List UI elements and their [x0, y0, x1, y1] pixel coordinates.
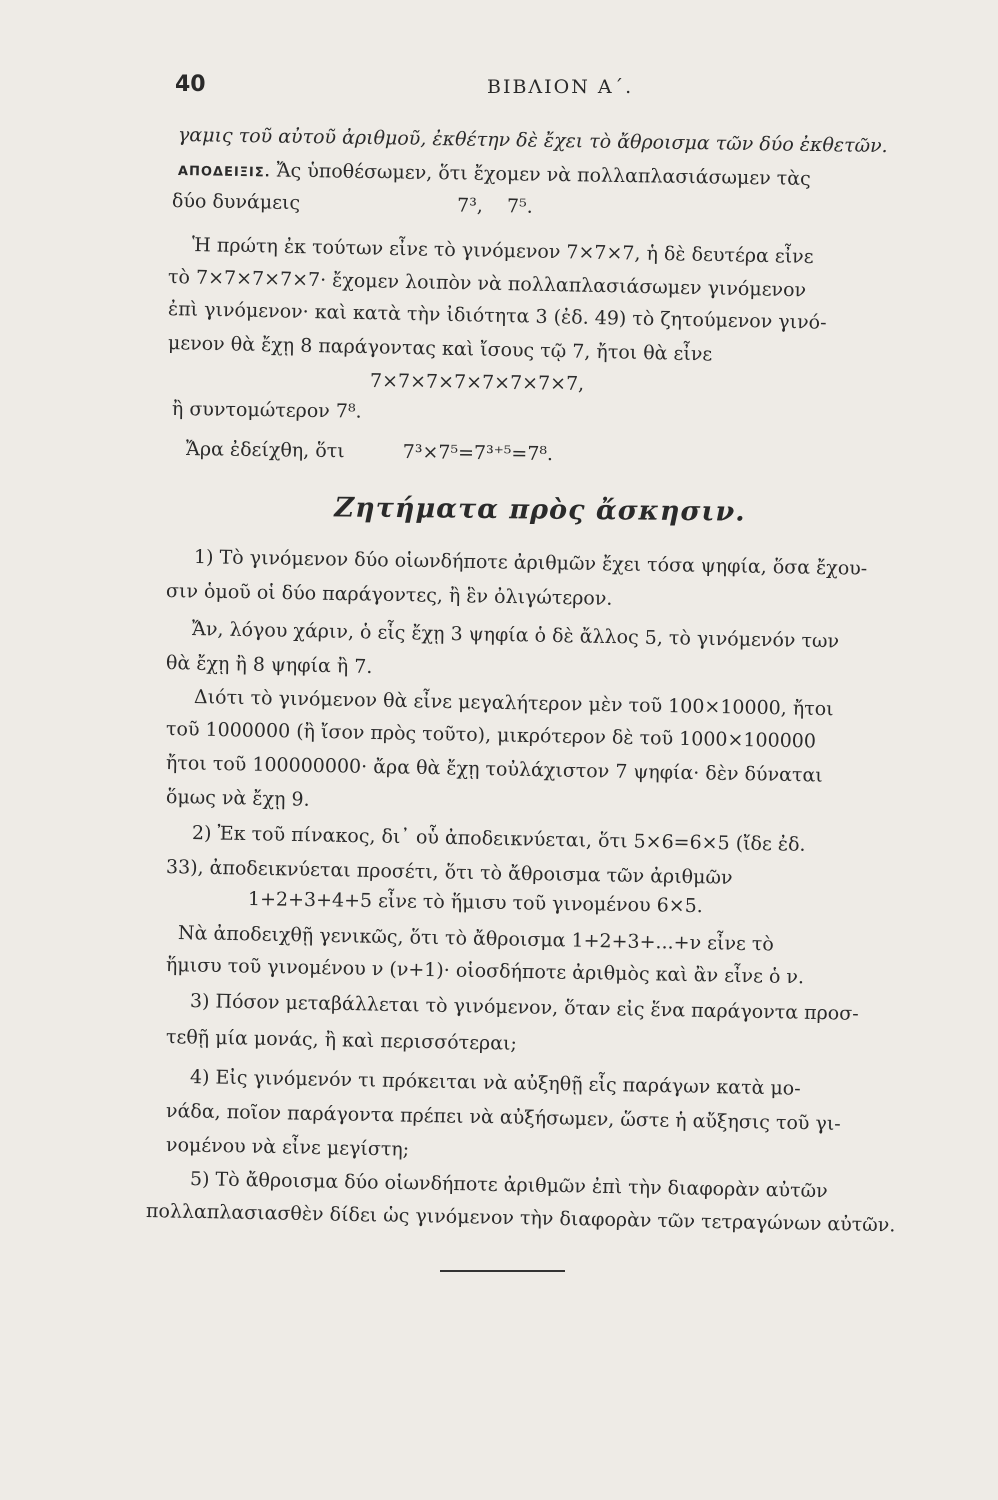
text-line: ἢ συντομώτερον 7⁸. [171, 398, 362, 423]
exercise-4-text: 4) Εἰς γινόμενόν τι πρόκειται νὰ αὐξηθῇ εἷς παράγων κατὰ μο- [189, 1066, 801, 1100]
exercise-3-text: 3) Πόσον μεταβάλλεται τὸ γινόμενον, ὅταν εἰς ἕνα παράγοντα προσ- [189, 990, 859, 1025]
text-line: Νὰ ἀποδειχθῇ γενικῶς, ὅτι τὸ ἄθροισμα 1+2+3+...+ν εἶνε τὸ [177, 922, 775, 956]
text-line: θὰ ἔχῃ ἢ 8 ψηφία ἢ 7. [165, 652, 373, 678]
exercise-5-text: 5) Τὸ ἄθροισμα δύο οἱωνδήποτε ἀριθμῶν ἐπὶ τὴν διαφορὰν αὐτῶν [189, 1168, 828, 1203]
running-title: ΒΙΒΛΙΟΝ Α΄. [487, 76, 634, 98]
text-line: τοῦ 1000000 (ἢ ἴσον πρὸς τοῦτο), μικρότερον δὲ τοῦ 1000×100000 [165, 718, 817, 753]
exercise-1-text: 1) Τὸ γινόμενον δύο οἱωνδήποτε ἀριθμῶν ἔχει τόσα ψηφία, ὅσα ἔχου- [193, 546, 868, 580]
proof-text: Ἄς ὑποθέσωμεν, ὅτι ἔχομεν νὰ πολλαπλασιάσωμεν τὰς [276, 159, 811, 190]
section-heading: Ζητήματα πρὸς ἄσκησιν. [334, 492, 746, 528]
conclusion-text: Ἄρα ἐδείχθη, ὅτι [185, 438, 345, 463]
text-line: πολλαπλασιασθὲν δίδει ὡς γινόμενον τὴν διαφορὰν τῶν τετραγώνων αὐτῶν. [145, 1200, 896, 1237]
proof-label: ΑΠΟΔΕΙΞΙΣ. [177, 164, 271, 181]
page-number: 40 [175, 72, 206, 97]
text-line: τεθῇ μία μονάς, ἢ καὶ περισσότεραι; [165, 1026, 518, 1055]
text-line: Ἄν, λόγου χάριν, ὁ εἷς ἔχῃ 3 ψηφία ὁ δὲ ἄλλος 5, τὸ γινόμενόν των [191, 618, 840, 653]
text-line [186, 438, 706, 468]
page-header [175, 72, 935, 104]
text-line: νομένου νὰ εἶνε μεγίστη; [165, 1134, 410, 1161]
text-line: δύο δυνάμεις 7³, 7⁵. [171, 190, 533, 218]
formula-line: 7×7×7×7×7×7×7×7, [369, 370, 585, 395]
text-line: Ἡ πρώτη ἐκ τούτων εἶνε τὸ γινόμενον 7×7×7, ἡ δὲ δευτέρα εἶνε [191, 234, 814, 268]
text-line: τὸ 7×7×7×7×7· ἔχομεν λοιπὸν νὰ πολλαπλασιάσωμεν γινόμενον [167, 266, 807, 302]
text-line [178, 158, 923, 192]
text-line: γαμις τοῦ αὐτοῦ ἀριθμοῦ, ἐκθέτην δὲ ἔχει τὸ ἄθροισμα τῶν δύο ἐκθετῶν. [177, 124, 888, 158]
conclusion-formula: 7³×7⁵=7³⁺⁵=7⁸. [402, 441, 554, 466]
text-line: Διότι τὸ γινόμενον θὰ εἶνε μεγαλήτερον μὲν τοῦ 100×10000, ἤτοι [193, 686, 834, 721]
text-line: ἥμισυ τοῦ γινομένου ν (ν+1)· οἱοσδήποτε ἀριθμὸς καὶ ἂν εἶνε ὁ ν. [165, 954, 805, 989]
exercise-2-text: 2) Ἐκ τοῦ πίνακος, δι᾽ οὗ ἀποδεικνύεται, ὅτι 5×6=6×5 (ἴδε ἐδ. [191, 822, 806, 856]
text-line: ἐπὶ γινόμενον· καὶ κατὰ τὴν ἰδιότητα 3 (ἐδ. 49) τὸ ζητούμενον γινό- [167, 298, 827, 334]
text-line: σιν ὁμοῦ οἱ δύο παράγοντες, ἢ ἓν ὀλιγώτερον. [165, 580, 613, 610]
closing-rule [440, 1270, 565, 1272]
text-line: μενον θὰ ἔχῃ 8 παράγοντας καὶ ἴσους τῷ 7, ἤτοι θὰ εἶνε [167, 332, 713, 366]
formula-line: 1+2+3+4+5 εἶνε τὸ ἥμισυ τοῦ γινομένου 6×5. [247, 888, 703, 918]
text-line: ὅμως νὰ ἔχῃ 9. [165, 786, 310, 811]
text-line: νάδα, ποῖον παράγοντα πρέπει νὰ αὐξήσωμεν, ὥστε ἡ αὔξησις τοῦ γι- [165, 1100, 841, 1135]
text-line: 33), ἀποδεικνύεται προσέτι, ὅτι τὸ ἄθροισμα τῶν ἀριθμῶν [165, 856, 733, 889]
text-line: ἤτοι τοῦ 100000000· ἄρα θὰ ἔχῃ τοὐλάχιστον 7 ψηφία· δὲν δύναται [165, 752, 823, 787]
